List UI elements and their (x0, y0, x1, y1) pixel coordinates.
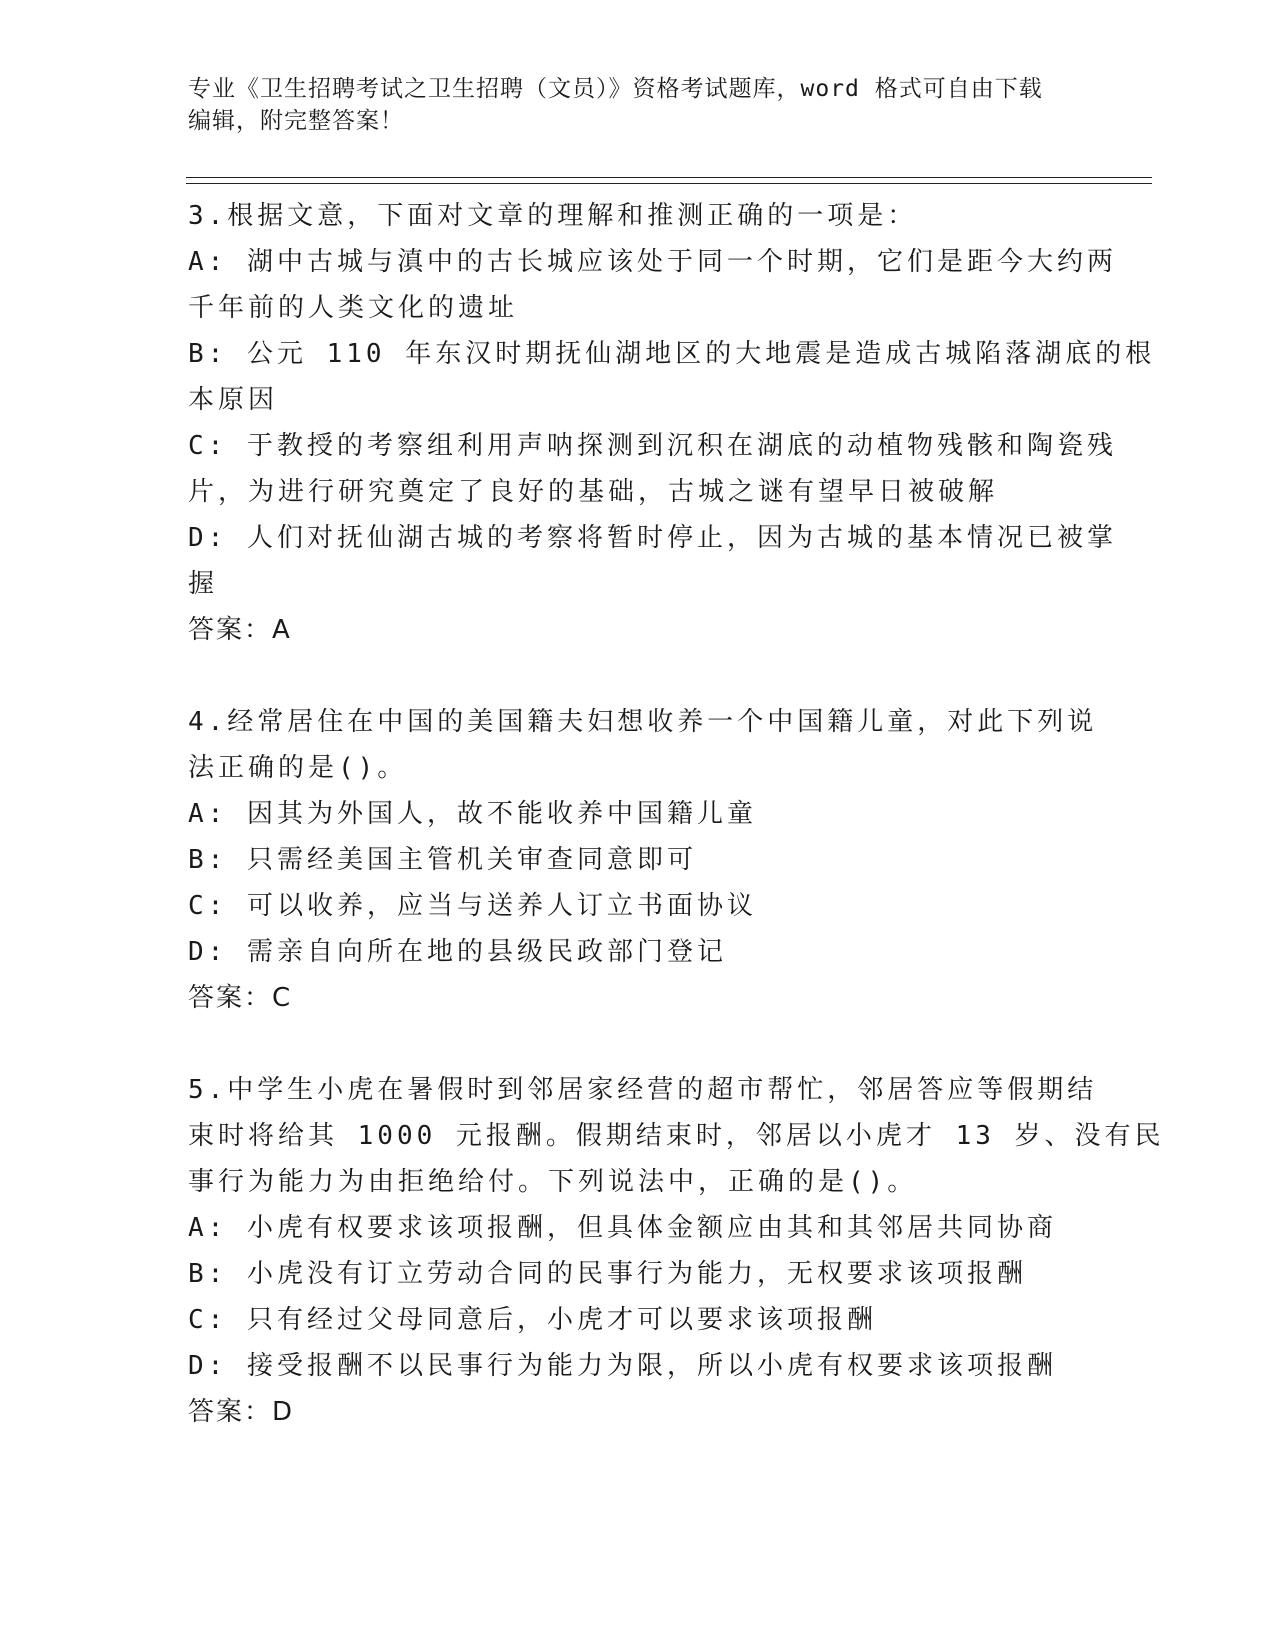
option-b: B: 公元 110 年东汉时期抚仙湖地区的大地震是造成古城陷落湖底的根 (188, 339, 1156, 369)
option-c: C: 于教授的考察组利用声呐探测到沉积在湖底的动植物残骸和陶瓷残 (188, 431, 1117, 461)
option-d: D: 需亲自向所在地的县级民政部门登记 (188, 937, 727, 967)
answer-label: 答案：A (188, 615, 292, 645)
option-a: A: 小虎有权要求该项报酬，但具体金额应由其和其邻居共同协商 (188, 1213, 1057, 1243)
option-c-cont: 片，为进行研究奠定了良好的基础，古城之谜有望早日被破解 (188, 477, 999, 507)
answer-label: 答案：C (188, 983, 293, 1013)
document-header (188, 73, 1088, 137)
question-stem: 5.中学生小虎在暑假时到邻居家经营的超市帮忙，邻居答应等假期结 (188, 1075, 1098, 1105)
question-stem: 4.经常居住在中国的美国籍夫妇想收养一个中国籍儿童，对此下列说 (188, 707, 1098, 737)
option-b-cont: 本原因 (188, 385, 279, 415)
question-stem: 3.根据文意，下面对文章的理解和推测正确的一项是： (188, 201, 918, 231)
answer-label: 答案：D (188, 1397, 295, 1427)
option-c: C: 只有经过父母同意后，小虎才可以要求该项报酬 (188, 1305, 877, 1335)
header-divider (186, 177, 1152, 178)
option-a: A: 因其为外国人，故不能收养中国籍儿童 (188, 799, 757, 829)
option-d-cont: 握 (188, 569, 219, 599)
header-divider (186, 183, 1152, 184)
question-4 (188, 699, 1098, 1021)
question-stem-cont: 事行为能力为由拒绝给付。下列说法中，正确的是()。 (188, 1167, 918, 1197)
question-list (188, 193, 1165, 1435)
question-stem-cont: 法正确的是()。 (188, 753, 408, 783)
header-line: 专业《卫生招聘考试之卫生招聘（文员）》资格考试题库，word 格式可自由下载 (188, 76, 1043, 102)
question-stem-cont: 束时将给其 1000 元报酬。假期结束时，邻居以小虎才 13 岁、没有民 (188, 1121, 1165, 1151)
option-d: D: 人们对抚仙湖古城的考察将暂时停止，因为古城的基本情况已被掌 (188, 523, 1117, 553)
option-b: B: 小虎没有订立劳动合同的民事行为能力，无权要求该项报酬 (188, 1259, 1027, 1289)
header-line: 编辑，附完整答案！ (188, 108, 404, 134)
option-b: B: 只需经美国主管机关审查同意即可 (188, 845, 697, 875)
question-5 (188, 1067, 1165, 1435)
question-3 (188, 193, 1156, 653)
option-d: D: 接受报酬不以民事行为能力为限，所以小虎有权要求该项报酬 (188, 1351, 1057, 1381)
option-c: C: 可以收养，应当与送养人订立书面协议 (188, 891, 757, 921)
option-a: A: 湖中古城与滇中的古长城应该处于同一个时期，它们是距今大约两 (188, 247, 1117, 277)
option-a-cont: 千年前的人类文化的遗址 (188, 293, 519, 323)
